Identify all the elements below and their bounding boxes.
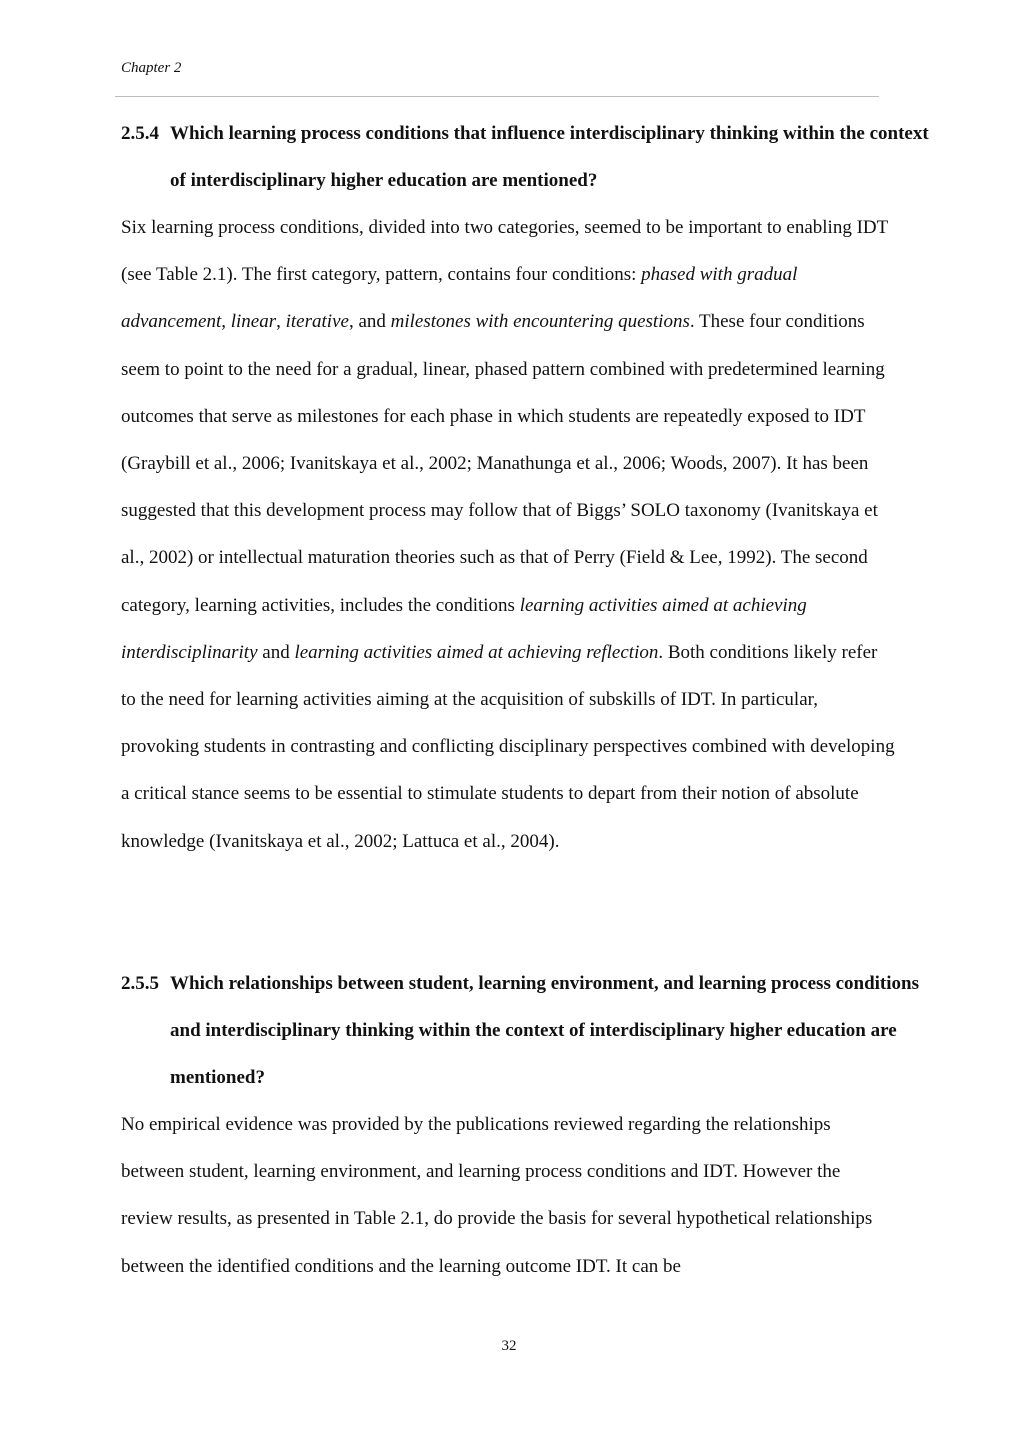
italic-term: phased with gradual advancement <box>121 264 798 333</box>
section-number: 2.5.5 <box>121 973 159 994</box>
text-run: . Both conditions likely refer to the need for learning activities aiming at the acquisition of subskills of IDT. In particular, provoking students in contrasting and conflicting disciplinary perspectives combined with developing a critical stance seems to be essential to stimulate students to depart from their notion of absolute knowledge (Ivanitskaya et al., 2002; Lattuca et al., 2004). <box>121 641 895 852</box>
text-run: , and <box>348 311 391 333</box>
text-run: , <box>221 311 231 333</box>
running-head: Chapter 2 <box>121 60 182 76</box>
italic-term: learning activities aimed at achieving reflection <box>294 641 659 663</box>
section-title: Which learning process conditions that influence interdisciplinary thinking within the context of interdisciplinary higher education are mentioned? <box>170 123 929 191</box>
section-heading-2-5-4 <box>121 110 945 204</box>
header-rule <box>115 96 879 97</box>
paragraph-2-5-4 <box>121 204 896 865</box>
text-run: . These four conditions seem to point to the need for a gradual, linear, phased pattern combined with predetermined learning outcomes that serve as milestones for each phase in which students are repeatedly exposed to IDT (Graybill et al., 2006; Ivanitskaya et al., 2002; Manathunga et al., 2006; Woods, 2007). It has been suggested that this development process may follow that of Biggs’ SOLO taxonomy (Ivanitskaya et al., 2002) or intellectual maturation theories such as that of Perry (Field & Lee, 1992). The second category, learning activities, includes the conditions <box>121 311 885 616</box>
italic-term: iterative <box>285 311 349 333</box>
section-heading-2-5-5 <box>121 960 945 1101</box>
text-run: Six learning process conditions, divided into two categories, seemed to be important to enabling IDT (see Table 2.1). The first category, pattern, contains four conditions: <box>121 217 888 286</box>
section-title: Which relationships between student, learning environment, and learning process conditions and interdisciplinary thinking within the context of interdisciplinary higher education are mentioned? <box>170 973 919 1088</box>
italic-term: milestones with encountering questions <box>390 311 690 333</box>
section-number: 2.5.4 <box>121 123 159 144</box>
italic-term: learning activities aimed at achieving interdisciplinarity <box>121 594 807 663</box>
text-run: and <box>257 641 295 663</box>
page-number: 32 <box>501 1338 517 1354</box>
paragraph-2-5-5: No empirical evidence was provided by the publications reviewed regarding the relationships between student, learning environment, and learning process conditions and IDT. However the review results, as presented in Table 2.1, do provide the basis for several hypothetical relationships between the identified conditions and the learning outcome IDT. It can be <box>121 1114 873 1277</box>
text-run: , <box>276 311 286 333</box>
italic-term: linear <box>230 311 277 333</box>
